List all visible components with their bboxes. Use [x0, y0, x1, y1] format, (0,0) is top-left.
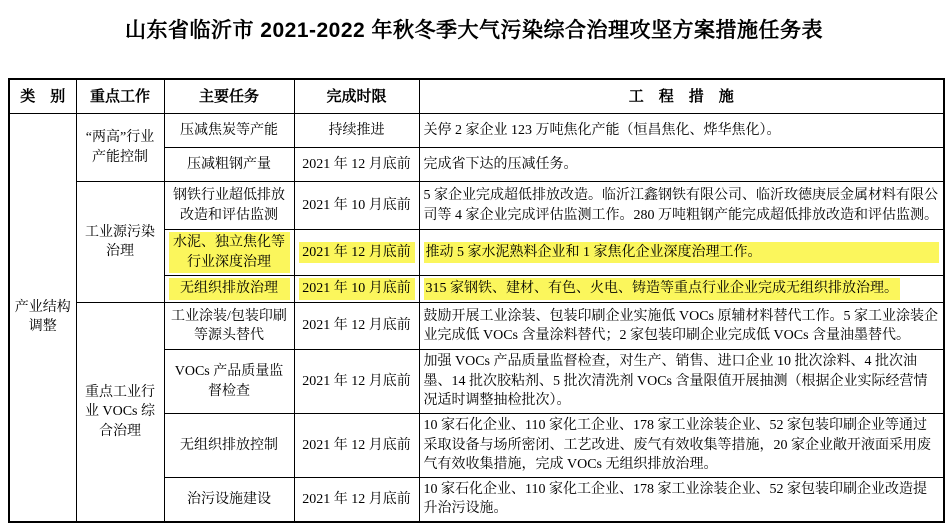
- task-cell: [164, 276, 294, 303]
- measure-cell: 10 家石化企业、110 家化工企业、178 家工业涂装企业、52 家包装印刷企业改造提升治污设施。: [419, 477, 944, 522]
- highlight-band: 2021 年 10 月底前: [299, 278, 415, 300]
- header-main-task: 主要任务: [164, 79, 294, 114]
- table-row: [9, 303, 944, 350]
- deadline-cell: 2021 年 12 月底前: [294, 413, 419, 477]
- group-name-cell: 重点工业行业 VOCs 综合治理: [76, 303, 164, 522]
- category-cell: 产业结构调整: [9, 114, 76, 522]
- task-cell: 工业涂装/包装印刷等源头替代: [164, 303, 294, 350]
- deadline-cell: 2021 年 12 月底前: [294, 148, 419, 182]
- deadline-cell: 2021 年 12 月底前: [294, 303, 419, 350]
- highlight-band: 水泥、独立焦化等行业深度治理: [169, 232, 290, 273]
- task-cell: 钢铁行业超低排放改造和评估监测: [164, 182, 294, 230]
- measure-cell: 加强 VOCs 产品质量监督检查，对生产、销售、进口企业 10 批次涂料、4 批次油墨、14 批次胶粘剂、5 批次清洗剂 VOCs 含量限值开展抽测（根据企业实际经营情况适时调整抽检批次）。: [419, 350, 944, 414]
- highlight-band: 推动 5 家水泥熟料企业和 1 家焦化企业深度治理工作。: [424, 242, 940, 264]
- header-deadline: 完成时限: [294, 79, 419, 114]
- deadline-cell: 2021 年 12 月底前: [294, 350, 419, 414]
- page-title: 山东省临沂市 2021-2022 年秋冬季大气污染综合治理攻坚方案措施任务表: [124, 19, 824, 42]
- highlight-band: 315 家钢铁、建材、有色、火电、铸造等重点行业企业完成无组织排放治理。: [424, 278, 901, 300]
- deadline-cell: 2021 年 10 月底前: [294, 182, 419, 230]
- measure-cell: 10 家石化企业、110 家化工企业、178 家工业涂装企业、52 家包装印刷企业等通过采取设备与场所密闭、工艺改进、废气有效收集等措施，20 家企业敞开液面采用废气有效收集措施，完成 VOCs 无组织排放治理。: [419, 413, 944, 477]
- group-name-cell: 工业源污染治理: [76, 182, 164, 303]
- header-key-work: 重点工作: [76, 79, 164, 114]
- group-name-cell: “两高”行业产能控制: [76, 114, 164, 182]
- task-cell: VOCs 产品质量监督检查: [164, 350, 294, 414]
- measure-cell: 完成省下达的压减任务。: [419, 148, 944, 182]
- deadline-cell: 2021 年 12 月底前: [294, 477, 419, 522]
- measure-cell: 关停 2 家企业 123 万吨焦化产能（恒昌焦化、烨华焦化）。: [419, 114, 944, 148]
- table-header-row: [9, 79, 944, 114]
- measure-cell: 鼓励开展工业涂装、包装印刷企业实施低 VOCs 原辅材料替代工作。5 家工业涂装企业完成低 VOCs 含量涂料替代；2 家包装印刷企业完成低 VOCs 含量油墨替代。: [419, 303, 944, 350]
- header-measures: 工 程 措 施: [419, 79, 944, 114]
- measure-cell: 5 家企业完成超低排放改造。临沂江鑫钢铁有限公司、临沂玫德庚辰金属材料有限公司等 4 家企业完成评估监测工作。280 万吨粗钢产能完成超低排放改造和评估监测。: [419, 182, 944, 230]
- measures-task-table: [8, 78, 945, 523]
- deadline-cell: [294, 276, 419, 303]
- table-row: [9, 114, 944, 148]
- measure-cell: [419, 230, 944, 276]
- task-cell: [164, 230, 294, 276]
- task-cell: 无组织排放控制: [164, 413, 294, 477]
- deadline-cell: [294, 230, 419, 276]
- table-row: [9, 182, 944, 230]
- header-category: 类 别: [9, 79, 76, 114]
- deadline-cell: 持续推进: [294, 114, 419, 148]
- task-cell: 治污设施建设: [164, 477, 294, 522]
- task-table-container: [8, 78, 943, 523]
- measure-cell: [419, 276, 944, 303]
- highlight-band: 无组织排放治理: [169, 278, 290, 300]
- task-cell: 压减粗钢产量: [164, 148, 294, 182]
- task-cell: 压减焦炭等产能: [164, 114, 294, 148]
- highlight-band: 2021 年 12 月底前: [299, 242, 415, 264]
